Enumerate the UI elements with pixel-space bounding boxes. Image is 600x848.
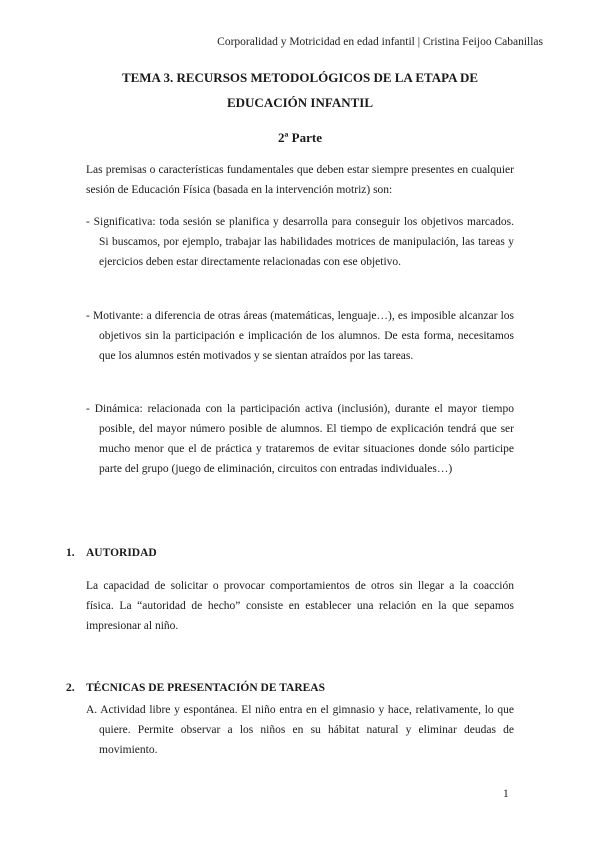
premise-motivante: - Motivante: a diferencia de otras áreas (matemáticas, lenguaje…), es imposible alcanzar los objetivos sin la participación e implicación de los alumnos. De esta forma, necesitamos que los alumnos estén motivados y se sientan atraídos por las tareas.: [86, 310, 514, 362]
section-number: 1.: [66, 547, 75, 559]
section-heading-autoridad: [66, 547, 157, 559]
running-head: Corporalidad y Motricidad en edad infantil | Cristina Feijoo Cabanillas: [217, 36, 543, 48]
section-title: TÉCNICAS DE PRESENTACIÓN DE TAREAS: [86, 682, 325, 694]
title-line-1: TEMA 3. RECURSOS METODOLÓGICOS DE LA ETAPA DE: [121, 70, 479, 85]
section-title: AUTORIDAD: [86, 547, 157, 559]
part-subtitle: 2ª Parte: [278, 130, 322, 145]
intro-paragraph: Las premisas o características fundamentales que deben estar siempre presentes en cualquier sesión de Educación Física (basada en la intervención motriz) son:: [86, 164, 514, 196]
section-heading-tecnicas: [66, 682, 325, 694]
autoridad-paragraph: La capacidad de solicitar o provocar comportamientos de otros sin llegar a la coacción física. La “autoridad de hecho” consiste en establecer una relación en la que sepamos impresionar al niño.: [86, 580, 514, 632]
page-number: 1: [503, 788, 509, 800]
tecnicas-item-a: A. Actividad libre y espontánea. El niño entra en el gimnasio y hace, relativamente, lo que quiere. Permite observar a los niños en su hábitat natural y eliminar deudas de movimiento.: [86, 704, 514, 756]
title-line-2: EDUCACIÓN INFANTIL: [226, 95, 374, 110]
premise-dinamica: - Dinámica: relacionada con la participación activa (inclusión), durante el mayor tiempo posible, del mayor número posible de alumnos. El tiempo de explicación tendrá que ser mucho menor que el de práctica y trataremos de evitar situaciones donde sólo participe parte del grupo (juego de eliminación, circuitos con entradas individuales…): [86, 403, 514, 475]
section-number: 2.: [66, 682, 75, 694]
premise-significativa: - Significativa: toda sesión se planifica y desarrolla para conseguir los objetivos marcados. Si buscamos, por ejemplo, trabajar las habilidades motrices de manipulación, las tareas y ejercicios deben estar directamente relacionadas con ese objetivo.: [86, 216, 514, 268]
